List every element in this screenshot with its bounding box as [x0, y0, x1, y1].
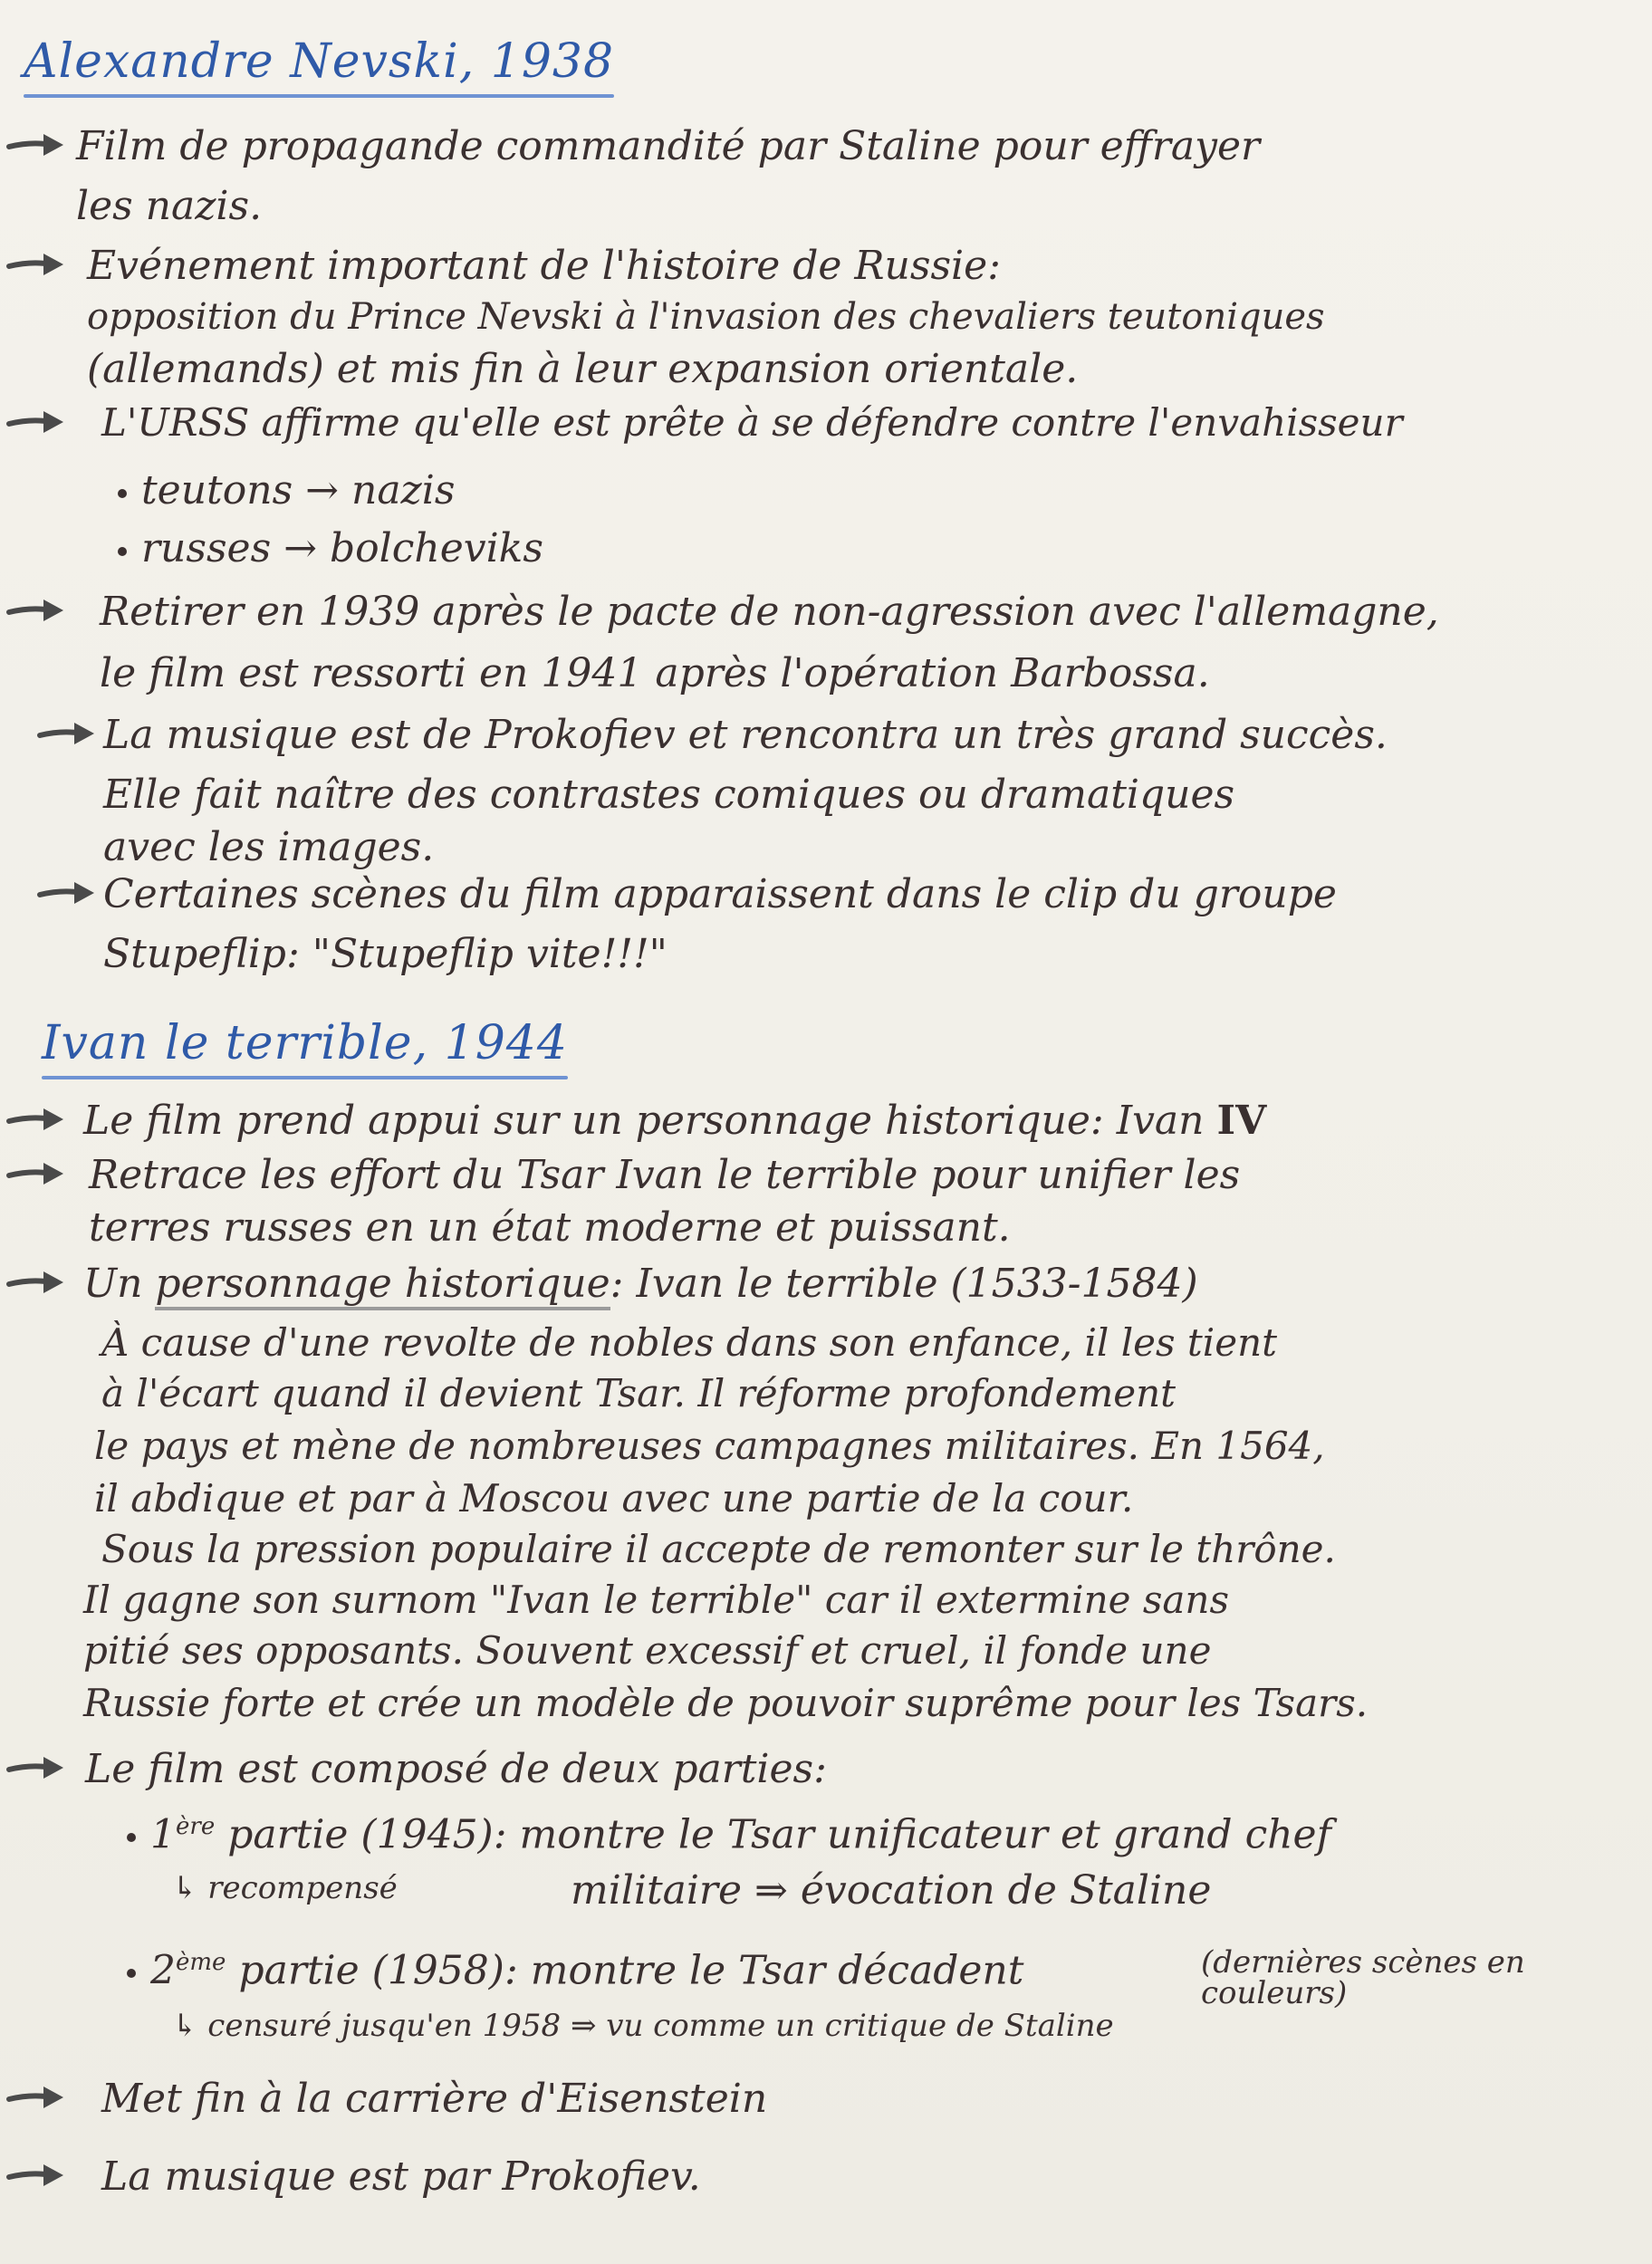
sub-bullet-text: teutons → nazis: [141, 467, 456, 513]
bullet-dot: [127, 1833, 136, 1842]
paragraph-line: Russie forte et crée un modèle de pouvoir suprême pour les Tsars.: [83, 1681, 1369, 1725]
note-line: Retrace les effort du Tsar Ivan le terrible pour unifier les: [89, 1152, 1241, 1198]
paragraph-line: Sous la pression populaire il accepte de remonter sur le thrône.: [101, 1527, 1336, 1571]
heading-text: Ivan le terrible, 1944: [42, 1016, 568, 1070]
sub-note: ↳ recompensé: [172, 1870, 398, 1906]
note-line: avec les images.: [103, 824, 435, 870]
bullet-dot: [127, 1969, 136, 1978]
sub-bullet: [118, 525, 543, 571]
paragraph-line: le pays et mène de nombreuses campagnes militaires. En 1564,: [94, 1424, 1325, 1468]
section-heading-nevski: [24, 34, 614, 98]
paragraph-line: À cause d'une revolte de nobles dans son enfance, il les tient: [101, 1320, 1278, 1365]
note-line: Met fin à la carrière d'Eisenstein: [101, 2076, 768, 2122]
sub-bullet: [127, 1811, 1331, 1858]
bullet-dot: [118, 547, 127, 556]
paragraph-line: Il gagne son surnom "Ivan le terrible" car il extermine sans: [83, 1578, 1230, 1622]
note-line: Film de propagande commandité par Staline pour effrayer: [76, 123, 1261, 169]
sub-bullet-text: russes → bolcheviks: [141, 525, 543, 571]
note-line: [83, 1261, 1198, 1307]
arrow-icon: [5, 127, 69, 163]
arrow-icon: [5, 246, 69, 283]
note-line: Stupeflip: "Stupeflip vite!!!": [103, 931, 668, 977]
note-line: [83, 1098, 1267, 1144]
note-text: Le film prend appui sur un personnage historique: Ivan: [83, 1098, 1205, 1144]
note-line: le film est ressorti en 1941 après l'opération Barbossa.: [100, 650, 1210, 696]
note-text: Un: [83, 1261, 143, 1307]
ordinal-suffix: ère: [176, 1813, 216, 1840]
arrow-icon: [5, 1101, 69, 1137]
note-line: La musique est par Prokofiev.: [101, 2154, 701, 2200]
roman-numeral: IV: [1216, 1098, 1267, 1144]
note-line: Elle fait naître des contrastes comiques ou dramatiques: [103, 772, 1235, 818]
sub-bullet: [127, 1947, 1024, 1994]
arrow-icon: [5, 1264, 69, 1300]
heading-text: Alexandre Nevski, 1938: [24, 34, 615, 89]
note-line: Certaines scènes du film apparaissent dans le clip du groupe: [103, 871, 1337, 917]
sub-bullet: [118, 467, 456, 513]
arrow-icon: [5, 592, 69, 628]
arrow-icon: [36, 715, 100, 752]
paragraph-line: pitié ses opposants. Souvent excessif et cruel, il fonde une: [83, 1628, 1212, 1673]
heading-underline: [24, 94, 614, 98]
note-text: partie (1958): montre le Tsar décadent: [238, 1947, 1024, 1994]
arrow-icon: [5, 1750, 69, 1786]
arrow-icon: [36, 875, 100, 911]
ordinal-suffix: ème: [176, 1949, 226, 1976]
arrow-icon: [5, 1156, 69, 1192]
arrow-icon: [5, 404, 69, 440]
note-line: La musique est de Prokofiev et rencontra un très grand succès.: [103, 712, 1388, 758]
paragraph-line: il abdique et par à Moscou avec une partie de la cour.: [94, 1476, 1134, 1521]
note-line: Evénement important de l'histoire de Russie:: [87, 243, 1001, 289]
bullet-dot: [118, 489, 127, 498]
paragraph-line: à l'écart quand il devient Tsar. Il réforme profondement: [101, 1371, 1177, 1415]
arrow-icon: [5, 2157, 69, 2193]
sub-note: ↳ censuré jusqu'en 1958 ⇒ vu comme un critique de Staline: [172, 2008, 1114, 2044]
part-number: 2: [150, 1947, 176, 1994]
arrow-icon: [5, 2079, 69, 2115]
note-line: Le film est composé de deux parties:: [85, 1746, 827, 1792]
note-text: partie (1945): montre le Tsar unificateur et grand chef: [227, 1811, 1331, 1858]
sub-note: militaire ⇒ évocation de Staline: [571, 1867, 1212, 1914]
aside-note: (dernières scènes en couleurs): [1201, 1944, 1525, 2011]
underlined-term: personnage historique: [155, 1261, 610, 1310]
section-heading-ivan: [42, 1016, 568, 1079]
heading-underline: [42, 1076, 568, 1079]
note-text: : Ivan le terrible (1533-1584): [610, 1261, 1198, 1307]
note-line: (allemands) et mis fin à leur expansion orientale.: [87, 346, 1079, 392]
note-line: les nazis.: [76, 183, 263, 229]
note-line: opposition du Prince Nevski à l'invasion des chevaliers teutoniques: [87, 296, 1325, 338]
note-line: L'URSS affirme qu'elle est prête à se défendre contre l'envahisseur: [101, 400, 1403, 445]
part-number: 1: [150, 1811, 176, 1858]
note-line: terres russes en un état moderne et puissant.: [89, 1204, 1011, 1251]
note-line: Retirer en 1939 après le pacte de non-agression avec l'allemagne,: [100, 589, 1439, 635]
